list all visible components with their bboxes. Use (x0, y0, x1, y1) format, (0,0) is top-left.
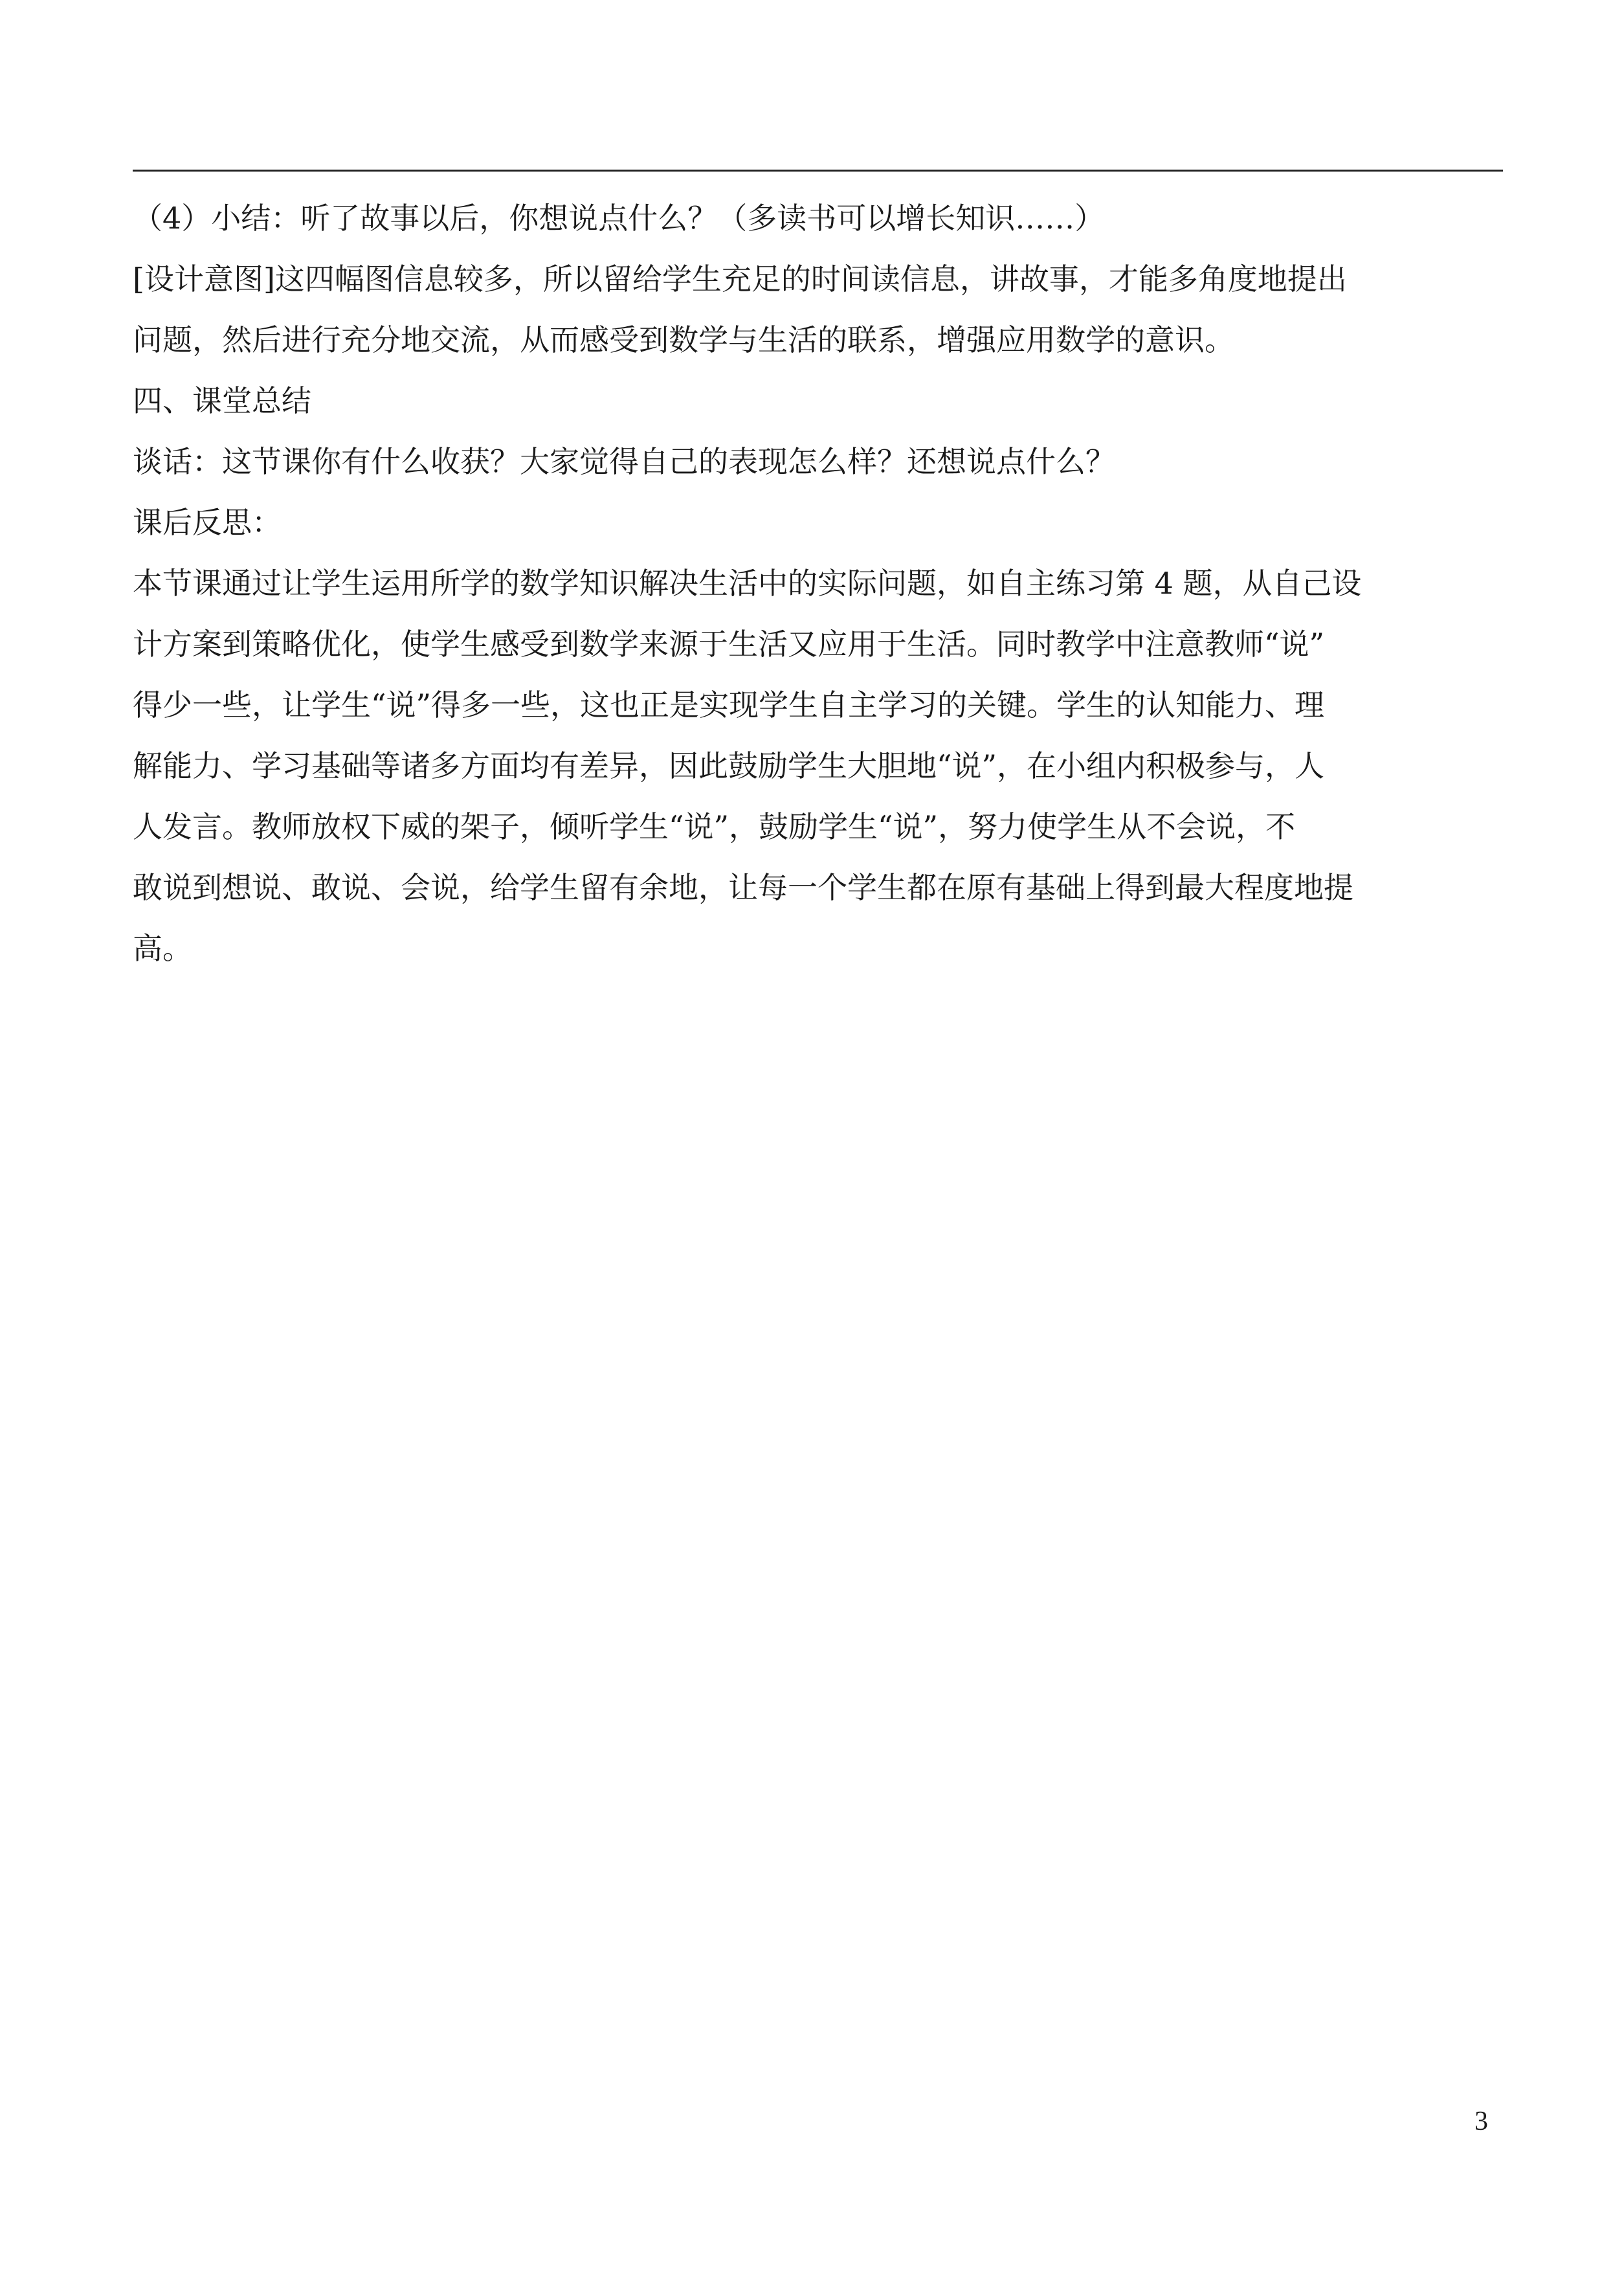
section-heading: 四、课堂总结 (133, 383, 311, 418)
reflection-line-3: 得少一些，让学生“说”得多一些，这也正是实现学生自主学习的关键。学生的认知能力、理 (133, 688, 1325, 722)
reflection-line-2: 计方案到策略优化，使学生感受到数学来源于生活又应用于生活。同时教学中注意教师“说” (133, 627, 1325, 662)
reflection-line-6: 敢说到想说、敢说、会说，给学生留有余地，让每一个学生都在原有基础上得到最大程度地提 (133, 870, 1353, 905)
page-number: 3 (1474, 2107, 1488, 2136)
design-intent-line-2: 问题，然后进行充分地交流，从而感受到数学与生活的联系，增强应用数学的意识。 (133, 322, 1234, 357)
design-intent-line-1: [设计意图]这四幅图信息较多，所以留给学生充足的时间读信息，讲故事，才能多角度地提出 (133, 262, 1347, 296)
summary-line: （4）小结：听了故事以后，你想说点什么？（多读书可以增长知识……） (133, 201, 1105, 236)
document-body (133, 188, 1503, 979)
reflection-line-4: 解能力、学习基础等诸多方面均有差异，因此鼓励学生大胆地“说”，在小组内积极参与，人 (133, 748, 1325, 783)
reflection-heading: 课后反思： (133, 505, 282, 540)
reflection-line-1: 本节课通过让学生运用所学的数学知识解决生活中的实际问题，如自主练习第 4 题，从自己设 (133, 566, 1362, 601)
talk-line: 谈话：这节课你有什么收获？大家觉得自己的表现怎么样？还想说点什么？ (133, 444, 1115, 479)
reflection-line-7: 高。 (133, 931, 192, 966)
reflection-line-5: 人发言。教师放权下威的架子，倾听学生“说”，鼓励学生“说”，努力使学生从不会说，不 (133, 809, 1296, 844)
header-rule (133, 170, 1503, 172)
